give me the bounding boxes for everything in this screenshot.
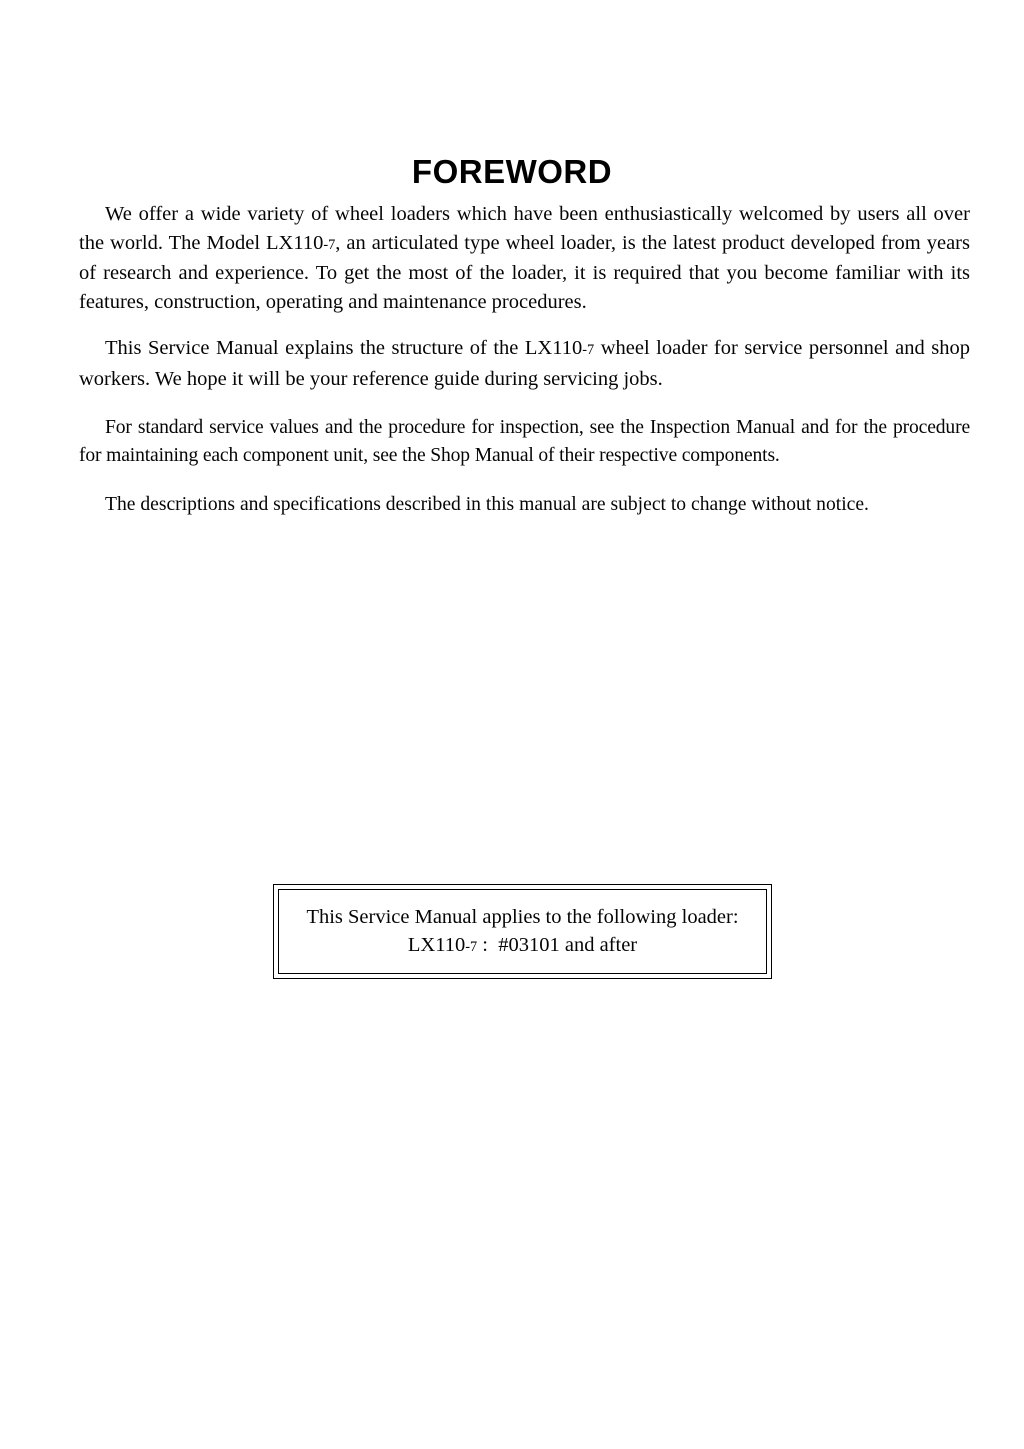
paragraph-2-lead: This Service Manual explains the structure of the LX110 (105, 337, 583, 360)
page-title: FOREWORD (411, 153, 613, 191)
applicability-line-1: This Service Manual applies to the following loader: (306, 905, 739, 928)
foreword-body (79, 200, 970, 519)
applicability-box (273, 884, 772, 979)
applicability-box-inner-border (278, 889, 767, 974)
applicability-line-2 (408, 931, 637, 961)
paragraph-2 (79, 334, 970, 393)
paragraph-4-lead: The descriptions and specifications described in this manual are subject to change without notice. (105, 493, 869, 515)
paragraph-3 (79, 414, 970, 471)
paragraph-2-tail: wheel loader for service personnel and shop workers. We hope it will be your reference guide during servicing jobs. (79, 337, 970, 390)
paragraph-4 (79, 491, 970, 520)
model-suffix: -7 (582, 342, 595, 359)
applicability-serial: : #03101 and after (477, 933, 638, 956)
paragraph-3-lead: For standard service values and the procedure for inspection, see the Inspection Manual and for the procedure for maintaining each component unit, see the Shop Manual of their respective components. (79, 416, 970, 467)
paragraph-1-tail: , an articulated type wheel loader, is the latest product developed from years of research and experience. To get the most of the loader, it is required that you become familiar with its features, construction, operating and maintenance procedures. (79, 231, 970, 313)
paragraph-1-lead: We offer a wide variety of wheel loaders which have been enthusiastically welcomed by users all over the world. The Model LX110 (79, 203, 970, 254)
model-suffix: -7 (323, 236, 336, 253)
applicability-model: LX110 (407, 933, 466, 956)
model-suffix: -7 (465, 938, 478, 955)
paragraph-1 (79, 200, 970, 316)
